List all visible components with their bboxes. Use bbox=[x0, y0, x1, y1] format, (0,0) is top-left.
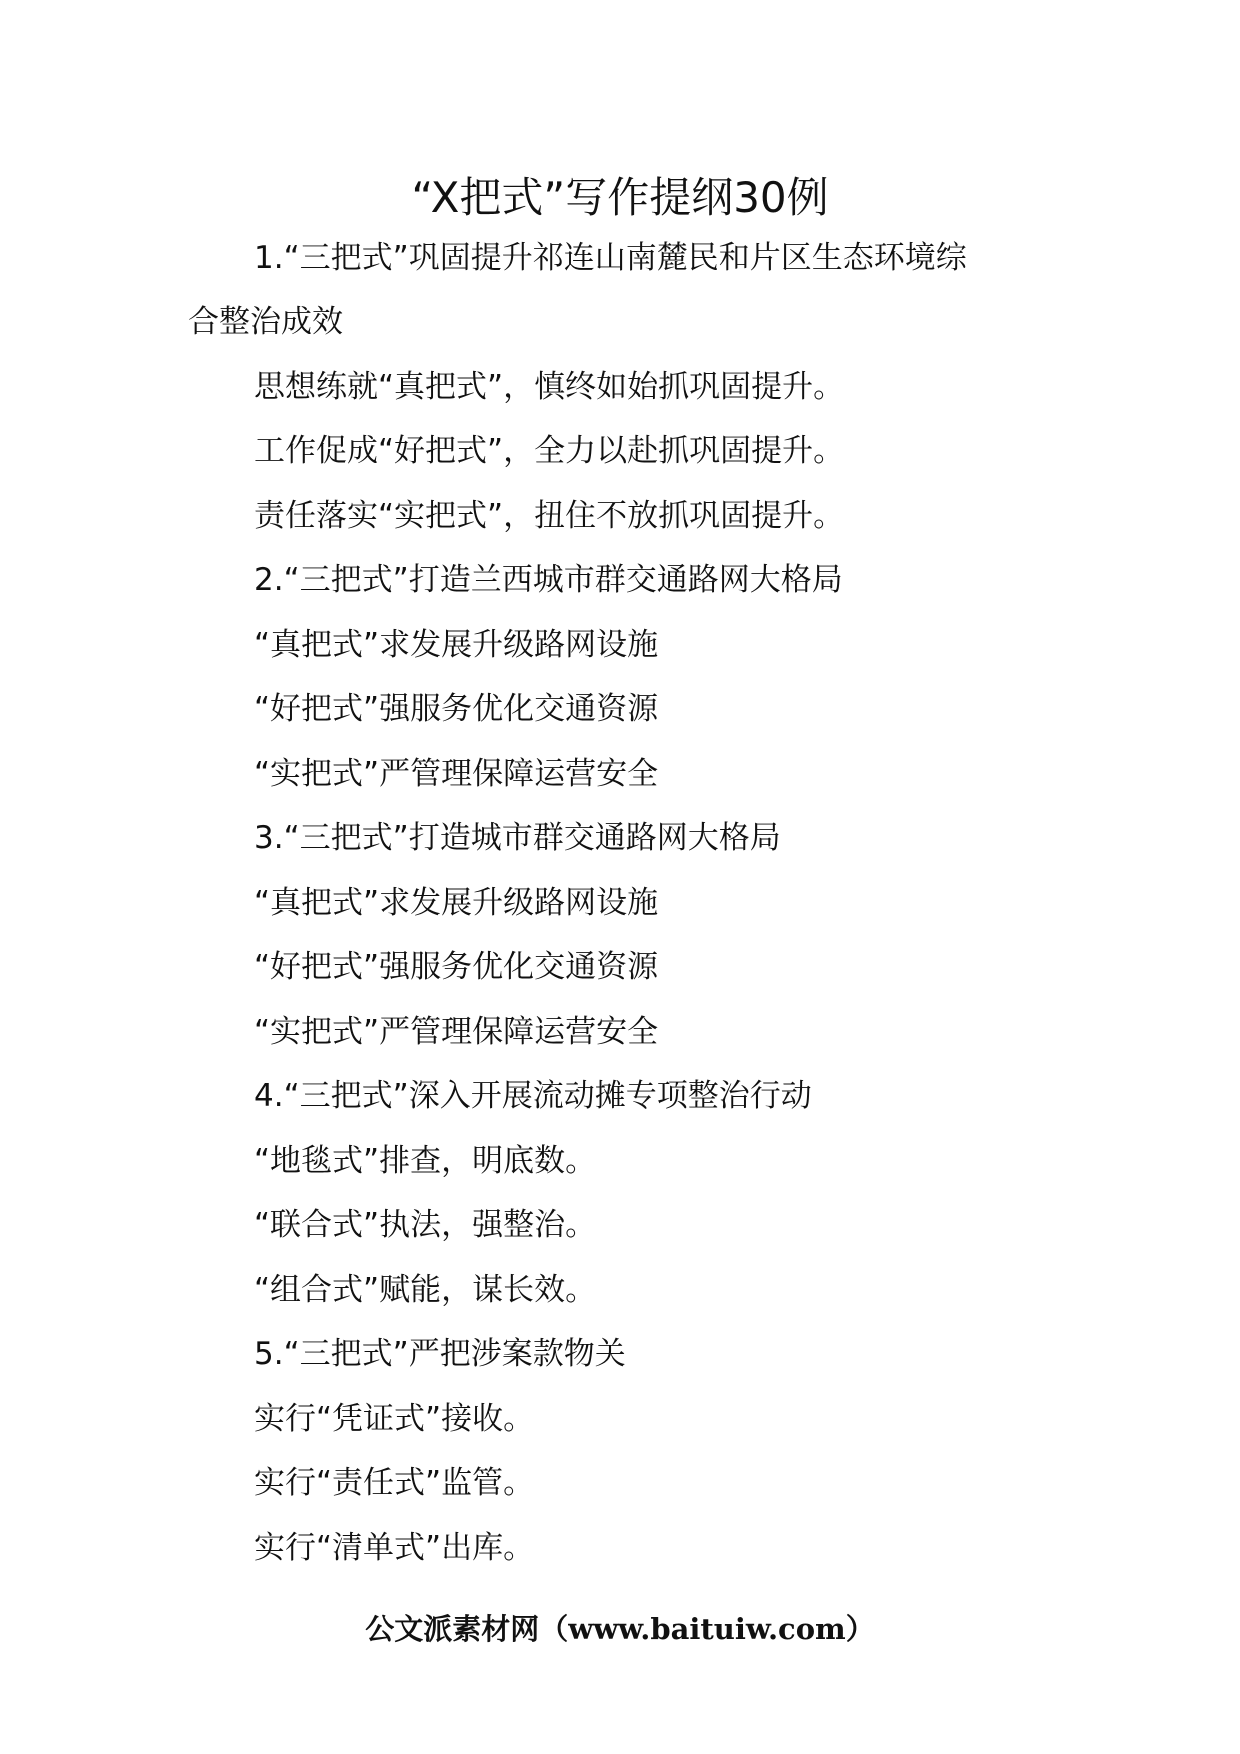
outline-item: 思想练就“真把式”，慎终如始抓巩固提升。 bbox=[254, 369, 845, 405]
outline-item: 责任落实“实把式”，扭住不放抓巩固提升。 bbox=[254, 498, 845, 534]
outline-item: 实行“清单式”出库。 bbox=[254, 1530, 535, 1566]
outline-item: “真把式”求发展升级路网设施 bbox=[254, 885, 659, 921]
source-footer: 公文派素材网（www.baituiw.com） bbox=[365, 1612, 875, 1646]
outline-item: “联合式”执法，强整治。 bbox=[254, 1207, 597, 1243]
section-heading-5: 5.“三把式”严把涉案款物关 bbox=[254, 1336, 626, 1372]
outline-item: 工作促成“好把式”，全力以赴抓巩固提升。 bbox=[254, 433, 845, 469]
section-heading-1-continued: 合整治成效 bbox=[188, 304, 343, 340]
outline-item: 实行“凭证式”接收。 bbox=[254, 1401, 535, 1437]
section-heading-4: 4.“三把式”深入开展流动摊专项整治行动 bbox=[254, 1078, 812, 1114]
document-title: “X把式”写作提纲30例 bbox=[411, 173, 829, 222]
outline-item: “实把式”严管理保障运营安全 bbox=[254, 1014, 659, 1050]
outline-item: “组合式”赋能，谋长效。 bbox=[254, 1272, 597, 1308]
outline-item: “真把式”求发展升级路网设施 bbox=[254, 627, 659, 663]
outline-item: “好把式”强服务优化交通资源 bbox=[254, 949, 659, 985]
section-heading-3: 3.“三把式”打造城市群交通路网大格局 bbox=[254, 820, 781, 856]
section-heading-1: 1.“三把式”巩固提升祁连山南麓民和片区生态环境综 bbox=[254, 240, 967, 276]
outline-item: “好把式”强服务优化交通资源 bbox=[254, 691, 659, 727]
outline-item: 实行“责任式”监管。 bbox=[254, 1465, 535, 1501]
section-heading-2: 2.“三把式”打造兰西城市群交通路网大格局 bbox=[254, 562, 843, 598]
outline-item: “实把式”严管理保障运营安全 bbox=[254, 756, 659, 792]
outline-item: “地毯式”排查，明底数。 bbox=[254, 1143, 597, 1179]
